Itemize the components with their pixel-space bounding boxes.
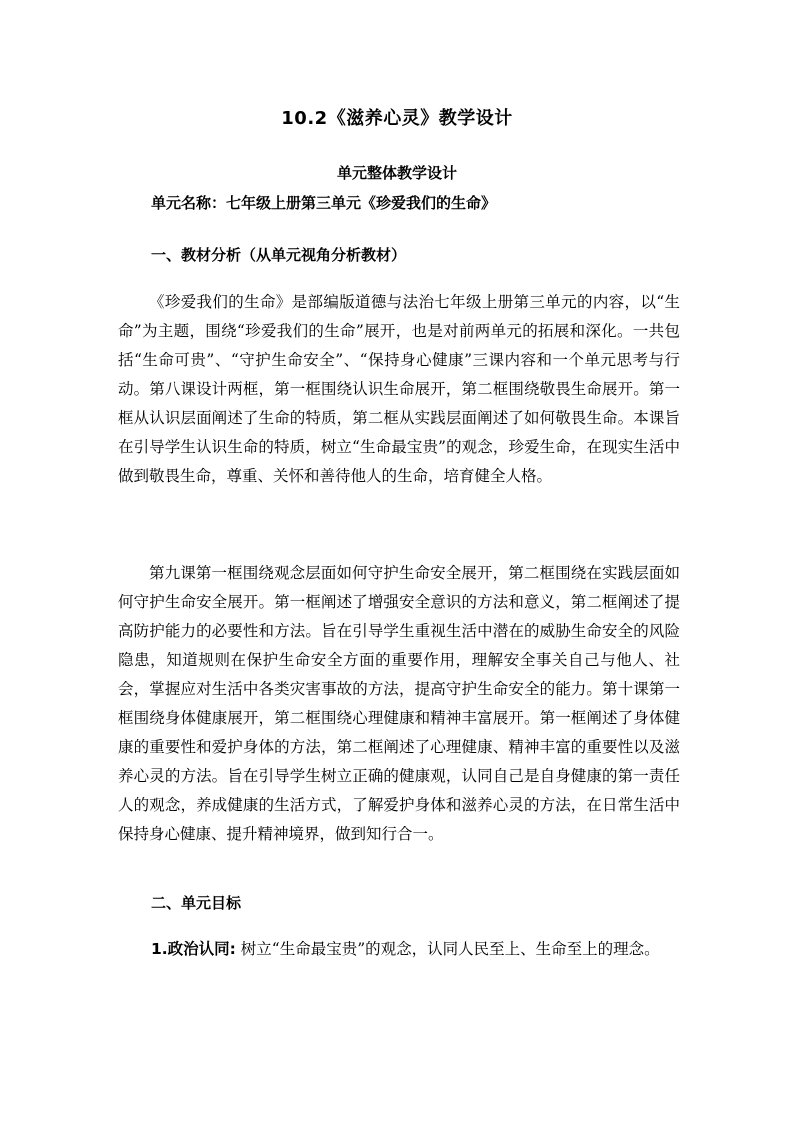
section-heading-textbook-analysis: 一、教材分析（从单元视角分析教材） [151, 246, 407, 264]
paragraph-unit-overview: 《珍爱我们的生命》是部编版道德与法治七年级上册第三单元的内容，以“生命”为主题，围绕“珍爱我们的生命”展开，也是对前两单元的拓展和深化。一共包括“生命可贵”、“守护生命安全”、“保持身心健康”三课内容和一个单元思考与行动。第八课设计两框，第一框围绕认识生命展开，第二框围绕敬畏生命展开。第一框从认识层面阐述了生命的特质，第二框从实践层面阐述了如何敬畏生命。本课旨在引导学生认识生命的特质，树立“生命最宝贵”的观念，珍爱生命，在现实生活中做到敬畏生命，尊重、关怀和善待他人的生命，培育健全人格。 [118, 293, 680, 485]
paragraph-lesson-details: 第九课第一框围绕观念层面如何守护生命安全展开，第二框围绕在实践层面如何守护生命安全展开。第一框阐述了增强安全意识的方法和意义，第二框阐述了提高防护能力的必要性和方法。旨在引导学生重视生活中潜在的威胁生命安全的风险隐患，知道规则在保护生命安全方面的重要作用，理解安全事关自己与他人、社会，掌握应对生活中各类灾害事故的方法，提高守护生命安全的能力。第十课第一框围绕身体健康展开，第二框围绕心理健康和精神丰富展开。第一框阐述了身体健康的重要性和爱护身体的方法，第二框阐述了心理健康、精神丰富的重要性以及滋养心灵的方法。旨在引导学生树立正确的健康观，认同自己是自身健康的第一责任人的观念，养成健康的生活方式，了解爱护身体和滋养心灵的方法，在日常生活中保持身心健康、提升精神境界，做到知行合一。 [118, 564, 680, 843]
unit-name: 单元名称：七年级上册第三单元《珍爱我们的生命》 [151, 194, 497, 212]
goal-text: 树立“生命最宝贵”的观念，认同人民至上、生命至上的理念。 [235, 940, 660, 958]
section-heading-unit-goals: 二、单元目标 [151, 894, 242, 912]
goal-item-political-identity [151, 937, 660, 959]
document-title: 10.2《滋养心灵》教学设计 [281, 108, 513, 129]
document-subtitle: 单元整体教学设计 [336, 164, 457, 182]
goal-label: 1.政治认同: [151, 940, 236, 958]
